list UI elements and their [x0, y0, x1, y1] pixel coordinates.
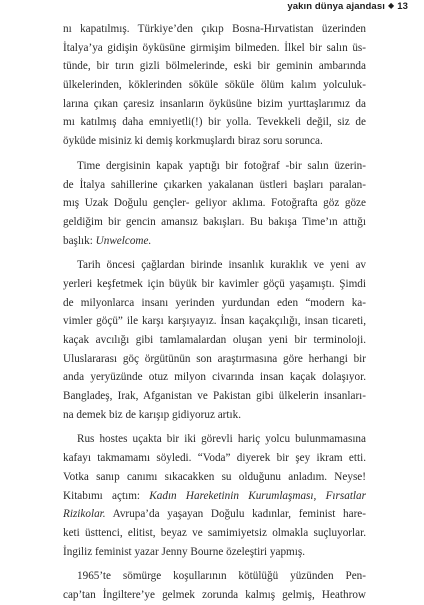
text-line	[63, 331, 366, 350]
text-line	[63, 194, 366, 213]
text-line	[63, 406, 366, 425]
line-text: larına çıkan çaresiz insanların öyküsüne bizim yurttaşlarımız da	[63, 97, 366, 110]
line-text: cap’tan İngiltere’ye gelmek zorunda kalmış gelmiş, Heathrow	[63, 588, 366, 601]
text-line	[63, 505, 366, 524]
paragraph	[63, 157, 366, 250]
text-line	[63, 350, 366, 369]
text-line	[63, 232, 366, 251]
line-text: tünde, bir tırın gizli bölmelerinde, eski bir geminin ambarında	[63, 60, 366, 73]
text-line	[63, 95, 366, 114]
line-text: kaçak avcılığı gibi tamlamalardan oluşan yeni bir terminoloji.	[63, 334, 366, 346]
line-text: na demek biz de karışıp gidiyoruz artık.	[63, 408, 242, 421]
text-line	[63, 543, 366, 562]
text-line	[63, 468, 366, 487]
line-text: geldiğim bir gencin amansız bakışları. Bu bakışa Time’ın attığı	[63, 215, 366, 228]
text-line	[63, 387, 366, 406]
text-line	[63, 430, 366, 449]
line-text: Votka sanıp canımı sıkacakken su olduğunu anladım. Neyse!	[63, 470, 366, 483]
line-text: ülkelerinden, köklerinden söküle söküle ölüm kalım yolculuk-	[63, 79, 366, 92]
book-title: yakın dünya ajandası	[287, 1, 385, 12]
page-number: 13	[397, 1, 408, 12]
text-line	[63, 39, 366, 58]
paragraph	[63, 20, 366, 151]
running-head	[287, 1, 408, 12]
line-text: keti üsttenci, elitist, beyaz ve samimiyetsiz olmakla suçluyorlar.	[63, 526, 366, 539]
text-line	[63, 132, 366, 151]
italic-title: Unwelcome.	[95, 234, 152, 247]
line-text: 1965’te sömürge koşullarının kötülüğü yüzünden Pen-	[77, 570, 366, 583]
text-line	[63, 176, 366, 195]
line-text: Bangladeş, Irak, Afganistan ve Pakistan gibi ülkelerin insanları-	[63, 390, 366, 403]
text-line	[63, 586, 366, 605]
text-line	[63, 449, 366, 468]
text-line	[63, 567, 366, 586]
line-text: Time dergisinin kapak yaptığı bir fotoğraf -bir salın üzerin-	[77, 159, 366, 172]
line-text: vimler göçü” ile karşı karşıyayız. İnsan kaçakçılığı, insan ticareti,	[63, 315, 366, 328]
text-line	[63, 487, 366, 506]
line-text: öyküde misiniz ki demiş korkmuşlardı biraz soru sorunca.	[63, 135, 323, 148]
line-text: yerleri keşfetmek için büyük bir kavimler göçü yaşamıştı. Şimdi	[63, 277, 366, 290]
text-line	[63, 76, 366, 95]
text-line	[63, 57, 366, 76]
italic-title: Rizikolar.	[63, 508, 106, 521]
text-line	[63, 213, 366, 232]
text-line	[63, 113, 366, 132]
diamond-separator-icon: ◆	[387, 1, 395, 10]
text-line	[63, 368, 366, 387]
paragraph	[63, 430, 366, 561]
line-text: Avrupa’da yaşayan Doğulu kadınlar, feminist hare-	[105, 508, 366, 521]
body-text	[63, 20, 366, 605]
line-text: mı katılmış daha emniyetli(!) bir yolla. Tevekkeli değil, siz de	[63, 116, 366, 129]
text-line	[63, 312, 366, 331]
line-text: İngiliz feminist yazar Jenny Bourne özeleştiri yapmış.	[63, 545, 306, 558]
text-line	[63, 275, 366, 294]
line-text: Tarih öncesi çağlardan birinde insanlık kuraklık ve yeni av	[77, 259, 366, 272]
line-text: Uluslararası göç örgütünün son araştırmasına göre herhangi bir	[63, 352, 366, 365]
line-text: mış Uzak Doğulu gençler- geliyor aklıma. Fotoğrafta göz göze	[63, 197, 366, 210]
line-text: Rus hostes uçakta bir iki görevli hariç yolcu bulunmamasına	[77, 433, 366, 446]
paragraph	[63, 567, 366, 604]
line-text: kafayı takmamamı söyledi. “Voda” diyerek bir şey ikram etti.	[63, 452, 366, 465]
line-text: nı kapatılmış. Türkiye’den çıkıp Bosna-Hırvatistan üzerinden	[63, 23, 366, 35]
text-line	[63, 256, 366, 275]
italic-title: Kadın Hareketinin Kurumlaşması, Fırsatlar	[149, 489, 366, 502]
line-text: başlık:	[63, 234, 96, 247]
text-line	[63, 157, 366, 176]
text-line	[63, 20, 366, 39]
line-text: de İtalya sahillerine çıkarken yakalanan üstleri başları paralan-	[63, 178, 366, 191]
text-line	[63, 294, 366, 313]
line-text: de milyonlarca insanı yerinden yurdundan eden “modern ka-	[63, 296, 366, 309]
line-text: Kitabımı açtım:	[63, 489, 150, 502]
line-text: anda yeryüzünde otuz milyon civarında insan kaçak dolaşıyor.	[63, 371, 366, 384]
line-text: İtalya’ya gidişin öyküsüne girmişim bilmeden. İlkel bir salın üs-	[63, 41, 366, 54]
paragraph	[63, 256, 366, 424]
text-line	[63, 524, 366, 543]
